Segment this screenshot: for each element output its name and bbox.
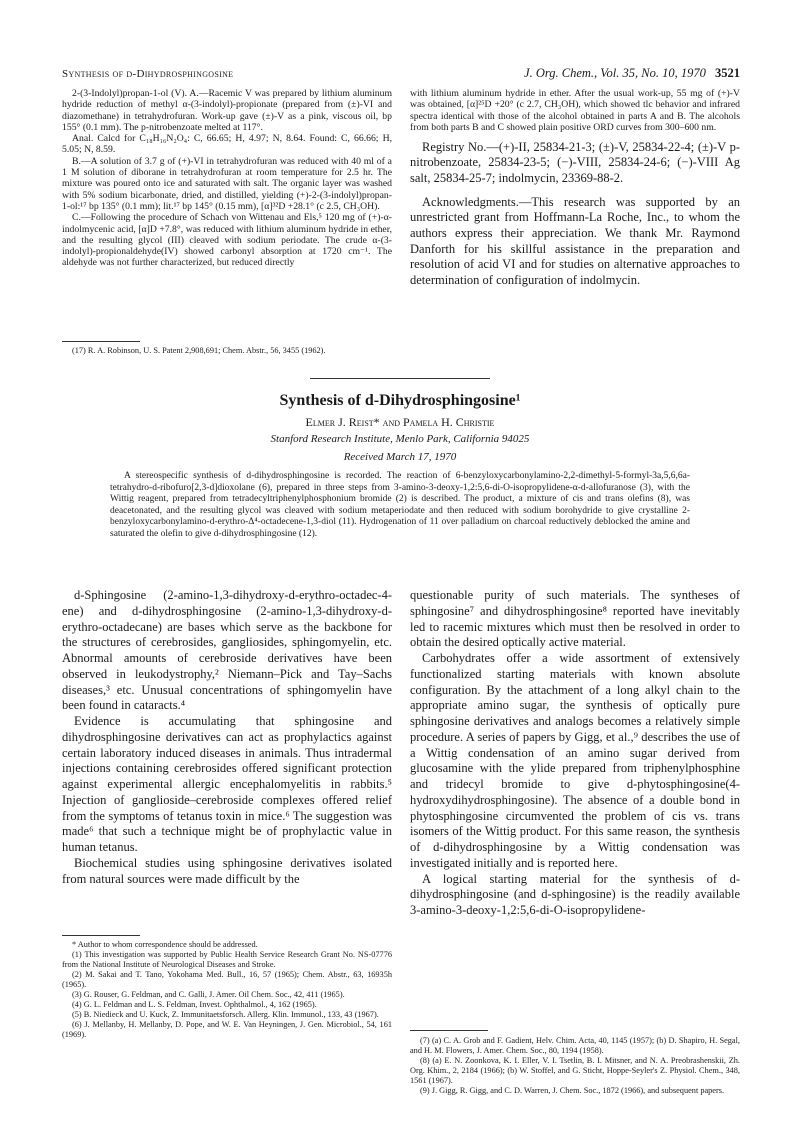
- prev-paragraph: Anal. Calcd for C₁₈H₁₆N₂O₄: C, 66.65; H, 4.97; N, 8.64. Found: C, 66.66; H, 5.05; N, 8.59.: [62, 133, 392, 156]
- prev-article-left-column: [62, 88, 392, 269]
- running-header-title: Synthesis of d-Dihydrosphingosine: [62, 68, 234, 80]
- prev-paragraph: B.—A solution of 3.7 g of (+)-VI in tetrahydrofuran was reduced with 40 ml of a 1 M solution of diborane in tetrahydrofuran at room temperature for 2.5 hr. The mixture was poured onto ice and saturated with salt. The organic layer was washed with 5% sodium bicarbonate, dried, and distilled, yielding (+)-2-(3-indolyl)propan-1-ol:¹⁷ bp 135° (0.1 mm); lit.¹⁷ bp 145° (0.15 mm), [α]³²D +28.1° (c 2.5, CH₃OH).: [62, 155, 392, 212]
- footnote-text: (9) J. Gigg, R. Gigg, and C. D. Warren, J. Chem. Soc., 1872 (1966), and subsequent papers.: [420, 1086, 725, 1095]
- article-affiliation: Stanford Research Institute, Menlo Park, California 94025: [270, 433, 530, 445]
- footnote-rule: [410, 1030, 488, 1031]
- prev-paragraph: with lithium aluminum hydride in ether. After the usual work-up, 55 mg of (+)-V was obtained, [α]²⁵D +20° (c 2.7, CH₃OH), which showed tlc behavior and infrared spectra identical with those of the alcohol obtained in parts A and B. The alcohols from both parts B and C showed plain positive ORD curves from 300–600 nm.: [410, 88, 740, 133]
- footnote-text: (1) This investigation was supported by Public Health Service Research Grant No. NS-07776 from the National Institute of Neurological Diseases and Stroke.: [62, 950, 392, 969]
- prev-paragraph: 2-(3-Indolyl)propan-1-ol (V). A.—Racemic V was prepared by lithium aluminum hydride reduction of methyl α-(3-indolyl)-propionate (prepared from (±)-VI and diazomethane) in tetrahydrofuran. Work-up gave (±)-V as a pink, viscous oil, bp 155° (0.1 mm). The p-nitrobenzoate melted at 117°.: [62, 88, 392, 133]
- footnote-rule: [62, 935, 140, 936]
- body-paragraph: questionable purity of such materials. The syntheses of sphingosine⁷ and dihydrosphingosine⁸ reported have inevitably led to racemic mixtures which must then be resolved in order to obtain the desired optically active material.: [410, 588, 740, 650]
- received-date: Received March 17, 1970: [343, 451, 457, 463]
- footnote-text: (6) J. Mellanby, H. Mellanby, D. Pope, and W. E. Van Heyningen, J. Gen. Microbiol., 54, 161 (1969).: [62, 1020, 392, 1039]
- footnote-text: (5) B. Niedieck and U. Kuck, Z. Immunitaetsforsch. Allerg. Klin. Immunol., 133, 43 (1967).: [72, 1010, 379, 1019]
- article-authors: Elmer J. Reist* and Pamela H. Christie: [305, 415, 495, 429]
- article-separator-rule: [310, 378, 490, 379]
- article-footnotes-left: [62, 940, 392, 1040]
- body-paragraph: A logical starting material for the synthesis of d-dihydrosphingosine (and d-sphingosine) is the readily available 3-amino-3-deoxy-1,2:5,6-di-O-isopropylidene-: [410, 871, 740, 917]
- footnote-text: (8) (a) E. N. Zoonkova, K. I. Eller, V. I. Tsetlin, B. I. Mitsner, and N. A. Preobrashenskii, Zh. Org. Khim., 2, 2184 (1966); (b) W. Stoffel, and G. Sticht, Hoppe-Seyler's Z. Physiol. Chem., 348, 1561 (1967).: [410, 1056, 740, 1085]
- footnote-text: (3) G. Rouser, G. Feldman, and C. Galli, J. Amer. Oil Chem. Soc., 42, 411 (1965).: [72, 990, 345, 999]
- page-number: 3521: [715, 66, 740, 80]
- footnote-rule: [62, 341, 140, 342]
- prev-paragraph: C.—Following the procedure of Schach von Wittenau and Els,⁵ 120 mg of (+)-α-indolmycenic acid, [α]D +7.8°, was reduced with lithium aluminum hydride in ether, and the resulting glycol (III) cleaved with sodium periodate. The crude α-(3-indolyl)-propionaldehyde(IV) showed carbonyl absorption at 1720 cm⁻¹. The aldehyde was not further characterized, but reduced directly: [62, 212, 392, 269]
- prev-footnote: [62, 346, 392, 356]
- body-paragraph: d-Sphingosine (2-amino-1,3-dihydroxy-d-erythro-octadec-4-ene) and d-dihydrosphingosine (2-amino-1,3-dihydroxy-d-erythro-octadecane) are bases which serve as the backbone for the structures of cerebrosides, gangliosides, sphingomyelin, etc. Abnormal amounts of cerebroside derivatives have been observed in leukodystrophy,² Niemann–Pick and Tay–Sachs diseases,³ etc. Unusual concentrations of sphingomyelin have been found in cataracts.⁴: [62, 588, 392, 713]
- acknowledgments: Acknowledgments.—This research was supported by an unrestricted grant from Hoffmann-La Roche, Inc., to whom the authors express their appreciation. We thank Mr. Raymond Danforth for his skillful assistance in the preparation and resolution of acid VI and for studies on alternative approaches to determination of configuration of indolmycin.: [410, 194, 740, 287]
- body-paragraph: Biochemical studies using sphingosine derivatives isolated from natural sources were made difficult by the: [62, 855, 392, 886]
- article-right-column: [410, 588, 740, 919]
- body-paragraph: Carbohydrates offer a wide assortment of extensively functionalized starting materials with known absolute configuration. By the attachment of a long alkyl chain to the appropriate amino sugar, the synthesis of optically pure sphingosine derivatives and analogs becomes a relatively simple procedure. A series of papers by Gigg, et al.,⁹ describes the use of a Wittig condensation of an amino sugar derived from glucosamine with the ylide prepared from triphenylphosphine and tridecyl bromide to give d-phytosphingosine(4-hydroxydihydrosphingosine). The absence of a double bond in phytosphingosine circumvented the problem of cis vs. trans isomers of the Wittig product. For this same reason, the synthesis of d-dihydrosphingosine by a Wittig condensation was investigated initially and is reported here.: [410, 651, 740, 870]
- prev-article-right-column: [410, 88, 740, 288]
- article-left-column: [62, 588, 392, 887]
- footnote-text: (4) G. L. Feldman and L. S. Feldman, Invest. Ophthalmol., 4, 162 (1965).: [72, 1000, 317, 1009]
- footnote-text: * Author to whom correspondence should be addressed.: [72, 940, 258, 949]
- body-paragraph: Evidence is accumulating that sphingosine and dihydrosphingosine derivatives can act as prophylactics against certain laboratory induced diseases in animals. Thus intradermal injections containing cerebrosides offered significant protection against experimental allergic encephalomyelitis in rabbits.⁵ Injection of ganglioside–cerebroside complexes offered relief from the symptoms of tetanus toxin in mice.⁶ The suggestion was made⁶ that such a technique might be of prophylactic value in human tetanus.: [62, 714, 392, 854]
- footnote-text: (2) M. Sakai and T. Tano, Yokohama Med. Bull., 16, 57 (1965); Chem. Abstr., 63, 16935h (1965).: [62, 970, 392, 989]
- footnote-text: (7) (a) C. A. Grob and F. Gadient, Helv. Chim. Acta, 40, 1145 (1957); (b) D. Shapiro, H. Segal, and H. M. Flowers, J. Amer. Chem. Soc., 80, 1194 (1958).: [410, 1036, 740, 1055]
- article-abstract: A stereospecific synthesis of d-dihydrosphingosine is recorded. The reaction of 6-benzyloxycarbonylamino-2,2-dimethyl-5-formyl-3a,5,6,6a-tetrahydro-d-ribofuro[2,3-d]dioxolane (6), prepared in three steps from 3-amino-3-deoxy-1,2:5,6-di-O-isopropylidene-α-d-allofuranose (3), with the Wittig reagent, prepared from tetradecyltriphenylphosphonium bromide (2) is described. The product, a mixture of cis and trans olefins (8), was deacetonated, and the resulting glycol was cleaved with sodium metaperiodate and then reduced with sodium borohydride to give crystalline 2-benzyloxycarbonylamino-d-erythro-Δ⁴-octadecene-1,3-diol (11). Hydrogenation of 11 over palladium on charcoal reductively deblocked the amine and saturated the olefin to give d-dihydrosphingosine (12).: [110, 471, 690, 539]
- running-header-journal: [524, 66, 740, 81]
- article-title: Synthesis of d-Dihydrosphingosine¹: [279, 392, 521, 409]
- registry-numbers: Registry No.—(+)-II, 25834-21-3; (±)-V, 25834-22-4; (±)-V p-nitrobenzoate, 25834-23-5; (−)-VIII, 25834-24-6; (−)-VIII Ag salt, 25834-25-7; indolmycin, 23369-88-2.: [410, 140, 740, 185]
- article-footnotes-right: [410, 1036, 740, 1096]
- journal-citation: J. Org. Chem., Vol. 35, No. 10, 1970: [524, 66, 706, 80]
- footnote-text: (17) R. A. Robinson, U. S. Patent 2,908,691; Chem. Abstr., 56, 3455 (1962).: [72, 346, 326, 355]
